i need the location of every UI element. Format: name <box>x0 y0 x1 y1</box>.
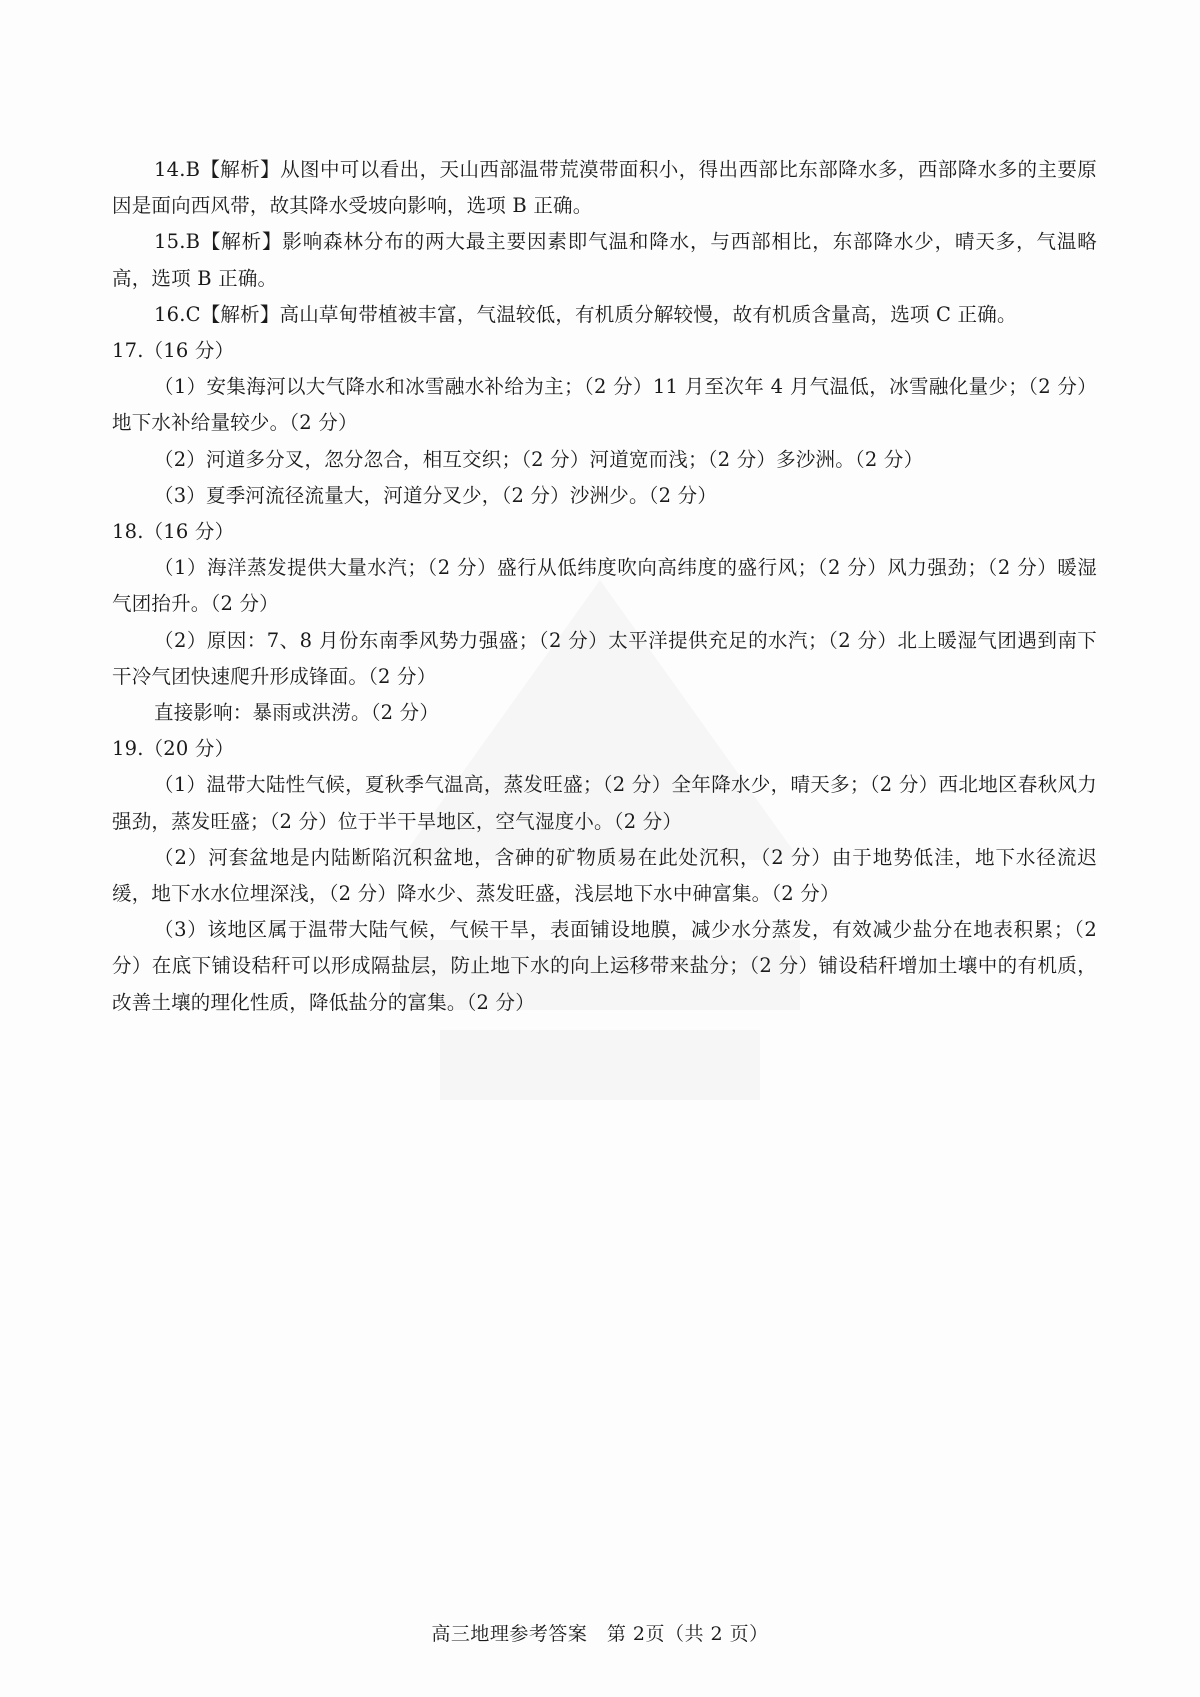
answer-q19-part3: （3）该地区属于温带大陆气候，气候干旱，表面铺设地膜，减少水分蒸发，有效减少盐分在地表积累；（2 分）在底下铺设秸秆可以形成隔盐层，防止地下水的向上运移带来盐分；（2 分）铺设秸秆增加土壤中的有机质，改善土壤的理化性质，降低盐分的富集。（2 分） <box>112 918 1097 1014</box>
answer-q17-part1: （1）安集海河以大气降水和冰雪融水补给为主；（2 分）11 月至次年 4 月气温低，冰雪融化量少；（2 分）地下水补给量较少。（2 分） <box>112 375 1097 435</box>
answer-q14: 14.B【解析】从图中可以看出，天山西部温带荒漠带面积小，得出西部比东部降水多，西部降水多的主要原因是面向西风带，故其降水受坡向影响，选项 B 正确。 <box>112 158 1097 218</box>
answer-q18-part1: （1）海洋蒸发提供大量水汽；（2 分）盛行从低纬度吹向高纬度的盛行风；（2 分）风力强劲；（2 分）暖湿气团抬升。（2 分） <box>112 556 1097 616</box>
page-footer: 高三地理参考答案 第 2页（共 2 页） <box>431 1623 769 1645</box>
answer-q18-impact: 直接影响：暴雨或洪涝。（2 分） <box>154 701 440 725</box>
question-heading-q18: 18.（16 分） <box>112 520 235 544</box>
answer-q18-part2: （2）原因：7、8 月份东南季风势力强盛；（2 分）太平洋提供充足的水汽；（2 分）北上暖湿气团遇到南下干冷气团快速爬升形成锋面。（2 分） <box>112 628 1097 688</box>
answer-q19-part2: （2）河套盆地是内陆断陷沉积盆地，含砷的矿物质易在此处沉积，（2 分）由于地势低洼，地下水径流迟缓，地下水水位埋深浅，（2 分）降水少、蒸发旺盛，浅层地下水中砷富集。（2 分） <box>112 845 1097 906</box>
question-heading-q19: 19.（20 分） <box>112 737 235 761</box>
answer-content <box>112 152 1097 1021</box>
answer-q17-part2: （2）河道多分叉，忽分忽合，相互交织；（2 分）河道宽而浅；（2 分）多沙洲。（2 分） <box>154 447 924 471</box>
answer-q15: 15.B【解析】影响森林分布的两大最主要因素即气温和降水，与西部相比，东部降水少，晴天多，气温略高，选项 B 正确。 <box>112 230 1097 290</box>
answer-q17-part3: （3）夏季河流径流量大，河道分叉少，（2 分）沙洲少。（2 分） <box>154 483 718 507</box>
answer-q16: 16.C【解析】高山草甸带植被丰富，气温较低，有机质分解较慢，故有机质含量高，选项 C 正确。 <box>154 302 1017 326</box>
question-heading-q17: 17.（16 分） <box>112 339 235 363</box>
answer-q19-part1: （1）温带大陆性气候，夏秋季气温高，蒸发旺盛；（2 分）全年降水少，晴天多；（2 分）西北地区春秋风力强劲，蒸发旺盛；（2 分）位于半干旱地区，空气湿度小。（2 分） <box>112 773 1097 833</box>
